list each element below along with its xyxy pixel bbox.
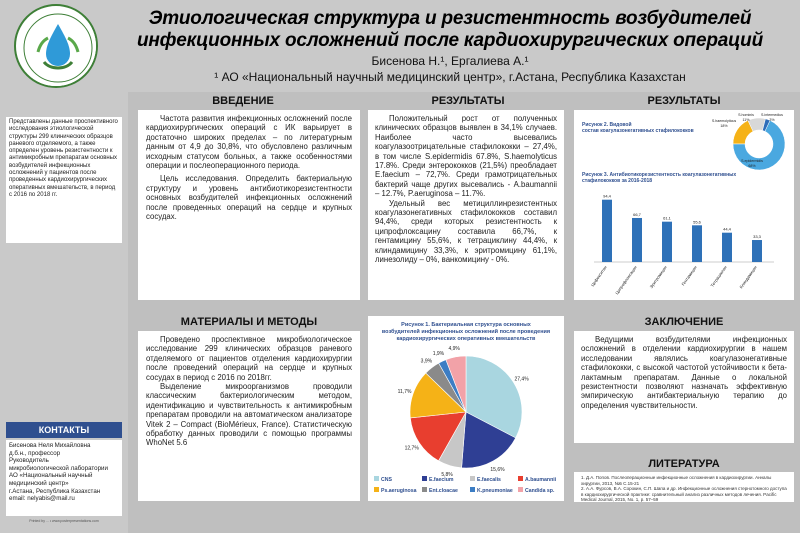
pie-data-label: 1,9% [432,351,445,358]
pie-chart-species [574,110,794,175]
bar-value-label: 33,3 [753,234,761,240]
legend-entry: E.faecalis [477,477,501,483]
donut-value-label: 18% [720,124,728,128]
donut-value-label: 3% [769,118,775,122]
legend-swatch [470,476,475,481]
bar-Эритромицин [662,222,672,262]
poster-title [110,8,790,52]
bar-Тетрациклин [722,233,732,262]
methods-heading: МАТЕРИАЛЫ И МЕТОДЫ [180,316,318,328]
title-line-1: Этиологическая структура и резистентность возбудителей [148,8,752,29]
donut-label: S.epidermidis [741,159,763,163]
results-paragraph-2: Удельный вес метициллинрезистентных коагулазонегативных стафилококков составил 94,4%, среди которых резистентность к ципрофлоксацину составила 66,7%, к гентамицину 55,6%, к тетрациклину 44,4%, к клиндамицину 33,3%, к эритромицину 61,1%, линезолиду – 0%, ванкомицину - 0%. [375,198,557,265]
pie-chart-box [368,316,564,501]
legend-entry: E.faecium [429,477,454,483]
contact-line: Бисенова Неля Михайловна [9,442,91,449]
methods-paragraph-2: Выделение микроорганизмов проводили классическим бактериологическим методом, идентификацию и чувствительность к антимикробным препаратам проводили на автоматическом анализаторе Vitek 2 – Compact (BioMérieux, France). Статистическую обработку данных проводили с помощью программы WhoNet 5.6 [146,382,352,448]
legend-swatch [470,487,475,492]
x-tick-label: Клиндамицин [738,264,758,290]
legend-entry: A.baumannii [525,477,557,483]
intro-box [138,110,360,300]
conclusion-box [574,331,794,443]
legend-entry: K.pneumoniae [477,488,513,494]
donut-label: S.hominis [738,113,754,117]
contacts-heading: КОНТАКТЫ [6,422,122,438]
legend-swatch [374,476,379,481]
legend-swatch [422,476,427,481]
legend-entry: Ent.cloacae [429,488,458,494]
contact-line: Руководитель [9,457,49,465]
bar-chart-resistance [574,170,794,300]
contacts-box [6,440,122,516]
reference-item: 2. А.А. Фурсов, В.А. Сорокин, С.П. Шапа и др. Инфекционные осложнения стернотомного доступа в кардиохирургической практике: сравнительный анализ различных методов лечения. Pacific Medical Journal, 2015, No. 1, p. 57–59 [581,486,787,502]
x-tick-label: Тетрациклин [709,264,728,288]
x-tick-label: Цефокситин [589,264,608,288]
methods-paragraph-1: Проведено проспективное микробиологическое исследование 299 клинических образцов раневого отделяемого от пациентов отделения кардиохирургии после проведений операций на сердце и крупных сосудах в период с 2016 по 2018гг. [146,335,352,382]
x-tick-label: Ципрофлоксацин [614,264,638,296]
bar-Клиндамицин [752,240,762,262]
contact-line: медицинский центр» [9,479,69,487]
literature-heading: ЛИТЕРАТУРА [648,458,720,470]
printer-footnote: Printed by ... • www.posterpresentations.com [29,519,99,523]
results-paragraph-1: Положительный рост от полученных клинических образцов выявлен в 34,1% случаев. Наиболее часто высевались коагулазоотрицательные стафилококки – 27,4%, в том числе S.epidermidis 67.8%, S.haemolyticus 17.8%. Среди энтерококков (21,5%) преобладает E.faecium – 72,7%. Среди грамотрицательных бактерий чаще других высевались - A.baumannii – 12.7%, P.aeruginosa – 11.7%. [375,114,557,199]
contact-line: г.Астана, Республика Казахстан [9,487,101,495]
bar-value-label: 61,1 [663,215,671,221]
donut-value-label: 68% [748,164,756,168]
chart3-title-line-2: стафилококков за 2016-2018 [582,178,653,184]
chart3-title-line-1: Рисунок 3. Антибиотикорезистентность коагулазонегативных [582,172,737,178]
legend-swatch [518,487,523,492]
donut-label: S.haemolyticus [711,119,737,123]
chart2-title-line-1: Рисунок 2. Видовой [582,122,632,128]
methods-box [138,331,360,501]
pie-data-label: 15,6% [490,466,505,473]
legend-swatch [422,487,427,492]
legend-entry: Candida sp. [525,488,555,494]
bar-value-label: 94,4 [603,193,611,199]
pie-chart-structure [368,316,564,501]
legend-swatch [374,487,379,492]
chart2-title-line-2: состав коагулазонегативных стафилококков [582,128,694,134]
conclusion-text: Ведущими возбудителями инфекционных осложнений в отделении кардиохирургии в нашем исследовании являлись коагулазонегативные стафилококки, с высокой частотой устойчивости к бета-лактамным препаратам. Данные о локальной резистентности позволяют назначать эффективную эмпирическую антибактериальную терапию до определения чувствительности. [581,335,787,410]
bar-value-label: 55,6 [693,219,701,225]
abstract-box: Представлены данные проспективного исследования этиологической структуры 299 клинических образцов раневого отделяемого, а также определен уровень резистентности к антимикробным препаратам основных возбудителей инфекционных осложнений у пациентов после проведенных кардиохирургических оперативных вмешательств, в период с 2016 по 2018 гг. [6,117,122,243]
results-box [368,110,564,300]
x-tick-label: Гентамицин [680,264,698,287]
chart1-title-line-2: возбудителей инфекционных осложнений после проведения [381,329,551,335]
intro-paragraph-2: Цель исследования. Определить бактериальную структуру и уровень антибиотикорезистентности основных возбудителей инфекционных осложнений после проведенных операций на сердце и крупных сосудах. [146,174,352,222]
chart1-title-line-3: кардиохирургических оперативных вмешательств [396,336,536,342]
contact-line: АО «Национальный научный [9,472,93,480]
intro-heading: ВВЕДЕНИЕ [212,95,274,107]
results-heading: РЕЗУЛЬТАТЫ [431,95,505,107]
contact-line: д.б.н., профессор [9,449,61,457]
bar-Гентамицин [692,225,702,262]
bar-value-label: 66,7 [633,211,641,217]
bar-Ципрофлоксацин [632,218,642,262]
contact-line: микробиологической лаборатории [9,464,108,472]
affiliation: ¹ АО «Национальный научный медицинский центр», г.Астана, Республика Казахстан [214,70,686,84]
bar-value-label: 44,4 [723,226,731,232]
drop-logo-icon [16,6,98,88]
reference-item: 1. Д.А. Попов. Послеоперационные инфекционные осложнения в кардиохирургии. Анналы хирургии, 2013, №5 С.15-21 [581,475,772,486]
results-charts-box [574,110,794,300]
title-line-2: инфекционных осложнений после кардиохирургических операций [137,30,763,51]
legend-entry: CNS [381,477,392,483]
pie-data-label: 5,8% [441,472,453,479]
pie-data-label: 12,7% [404,445,419,452]
legend-swatch [518,476,523,481]
pie-data-label: 27,4% [514,376,529,383]
pie-data-label: 3,9% [420,358,433,365]
pie-data-label: 4,9% [448,346,460,353]
authors: Бисенова Н.¹, Ергалиева А.¹ [371,54,529,68]
donut-value-label: 11% [742,118,750,122]
donut-label: S.intermedius [761,113,783,117]
conclusion-heading: ЗАКЛЮЧЕНИЕ [644,316,724,328]
contact-email: email: nelyabis@mail.ru [9,495,75,503]
chart1-title-line-1: Рисунок 1. Бактериальная структура основных [401,322,531,328]
center-logo [14,4,98,88]
pie-data-label: 11,7% [397,388,412,395]
x-tick-label: Эритромицин [648,264,668,290]
bar-Цефокситин [602,200,612,262]
intro-paragraph-1: Частота развития инфекционных осложнений после кардиохирургических операций с ИК варьирует в достаточно широких пределах – по литературным данным от 4,9 до 30,8%, что обусловлено различным исходным статусом больных, а также особенностями операции и послеоперационного периода. [146,114,352,171]
legend-entry: Ps.aeruginosa [381,488,417,494]
results-charts-heading: РЕЗУЛЬТАТЫ [647,95,721,107]
literature-box [574,472,794,502]
